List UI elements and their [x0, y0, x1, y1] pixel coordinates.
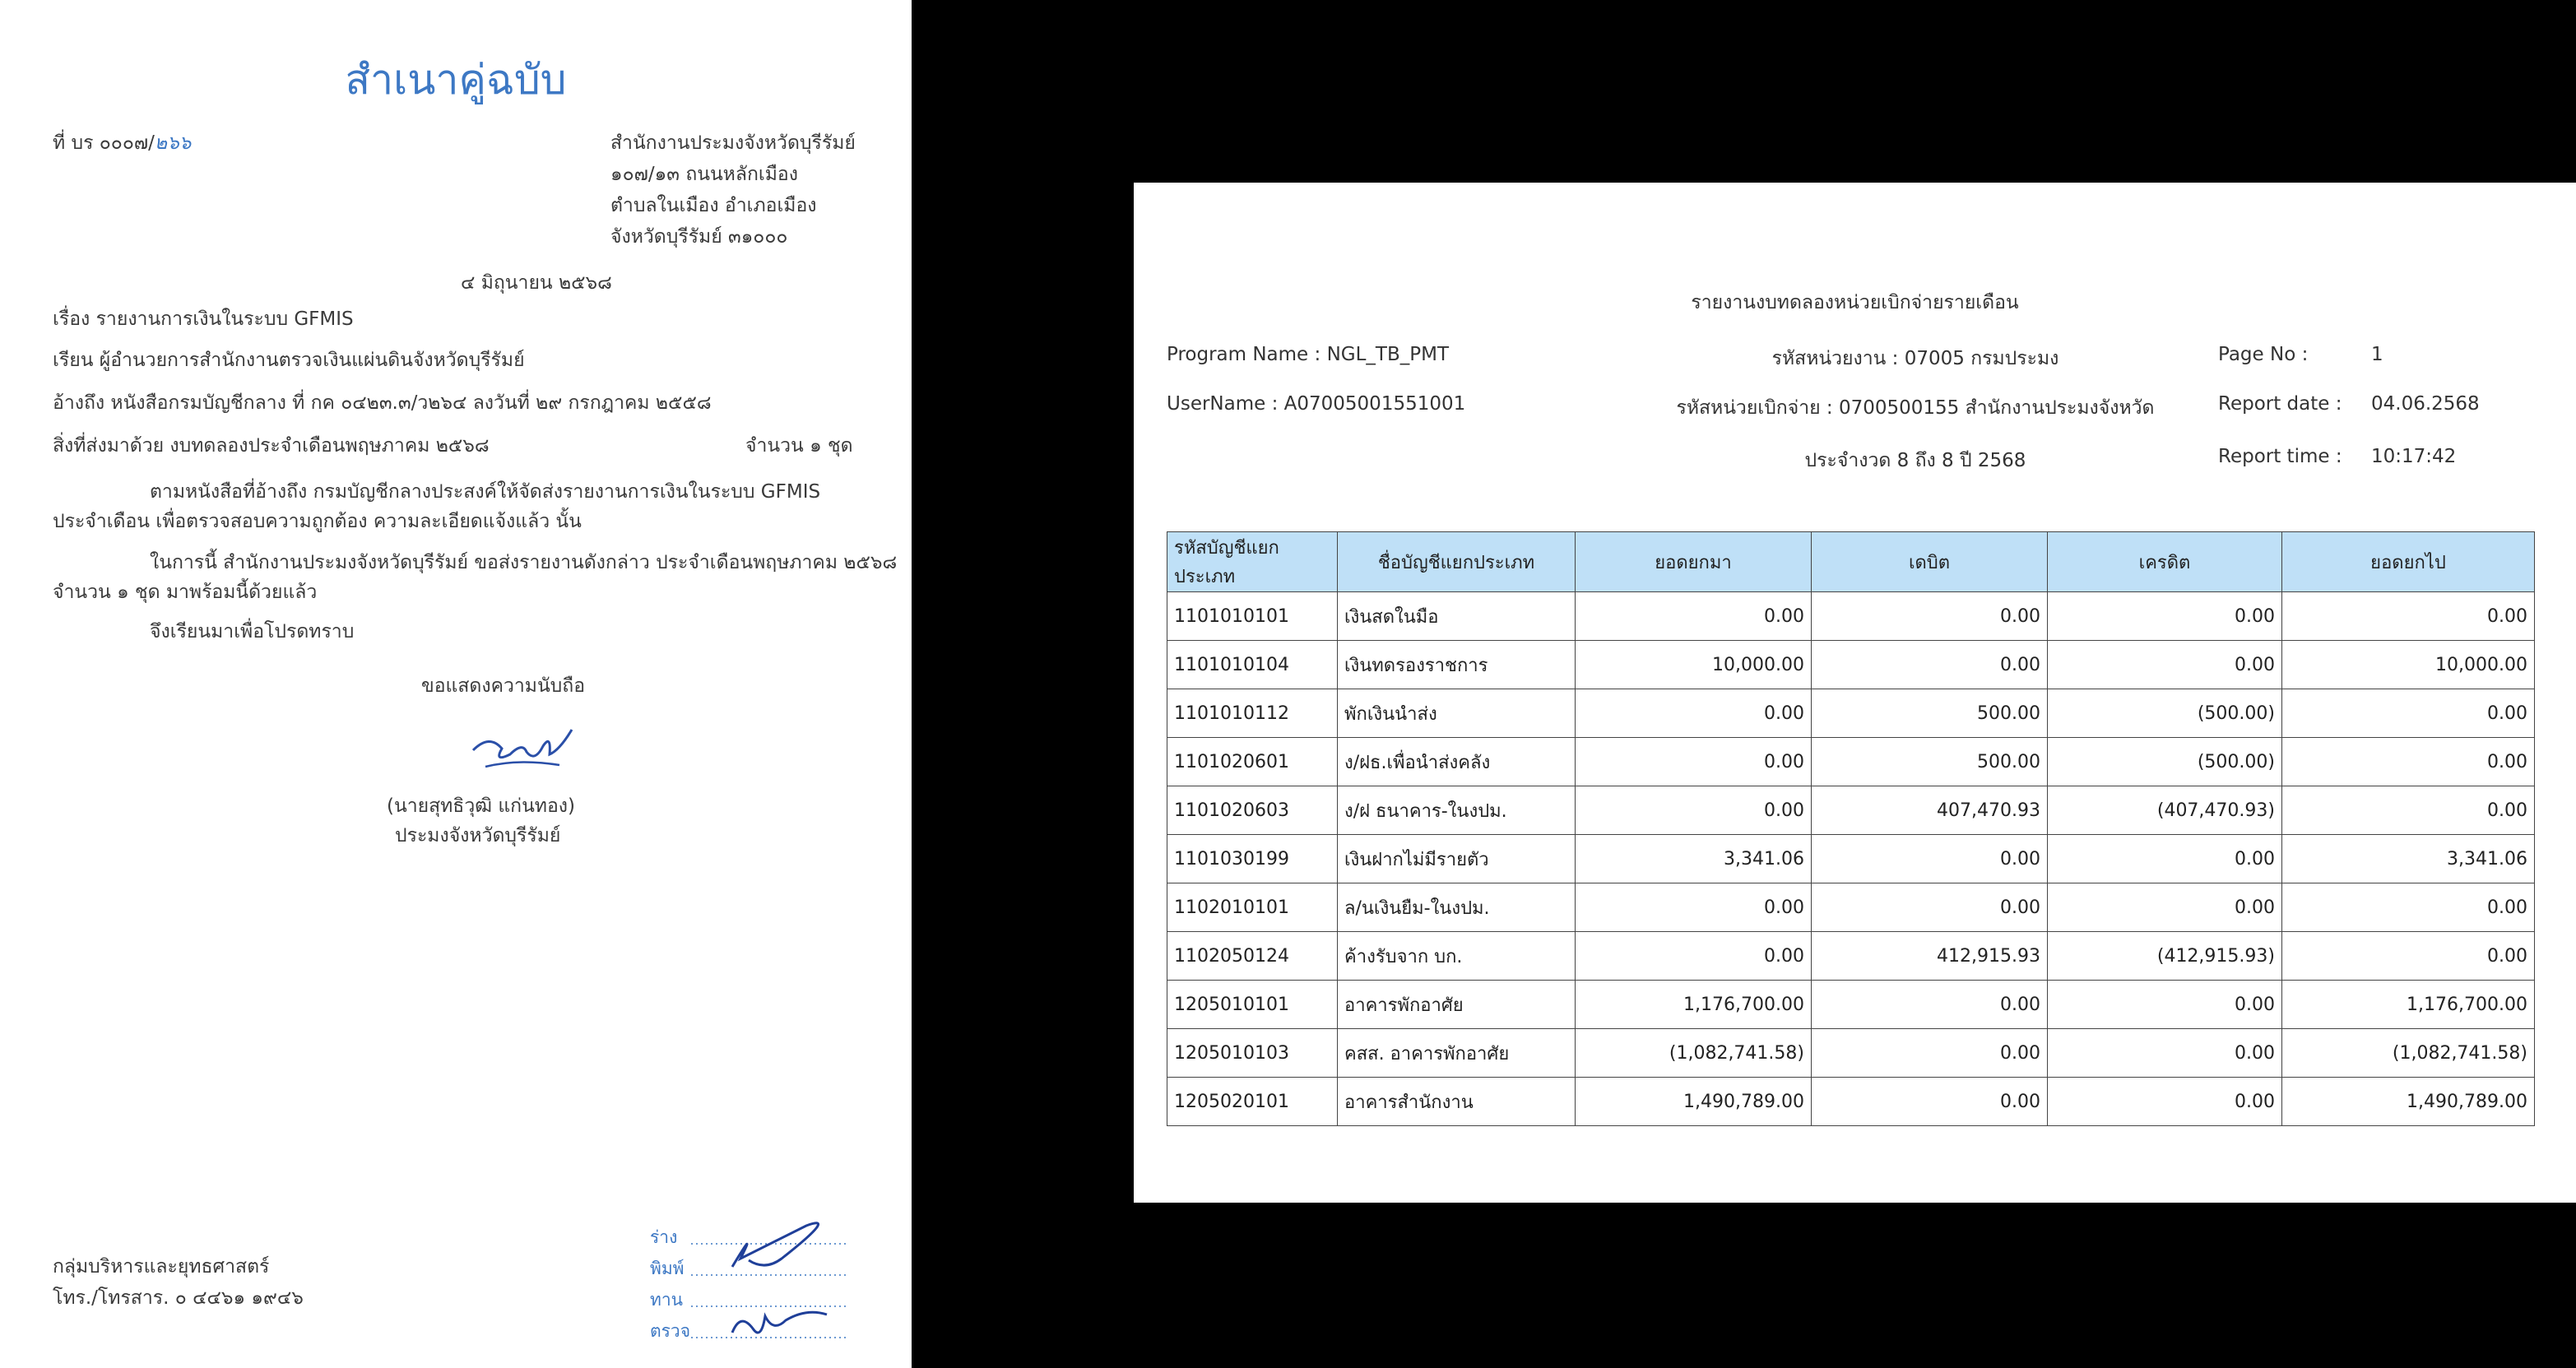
- account-name: เงินทดรองราชการ: [1338, 641, 1576, 689]
- account-code: 1101020603: [1167, 786, 1338, 835]
- address-line: สำนักงานประมงจังหวัดบุรีรัมย์: [610, 132, 856, 154]
- account-name: ง/ฝ ธนาคาร-ในงปม.: [1338, 786, 1576, 835]
- letter-subject: เรื่อง รายงานการเงินในระบบ GFMIS: [53, 308, 354, 330]
- debit: 0.00: [1812, 641, 2048, 689]
- column-header-carried-forward: ยอดยกไป: [2282, 532, 2535, 592]
- brought-forward: 10,000.00: [1576, 641, 1812, 689]
- account-code: 1102010101: [1167, 883, 1338, 932]
- brought-forward: 1,176,700.00: [1576, 981, 1812, 1029]
- paragraph-1-line-2: ประจำเดือน เพื่อตรวจสอบความถูกต้อง ความละเอียดแจ้งแล้ว นั้น: [53, 511, 582, 532]
- table-row: [1167, 1078, 2535, 1126]
- account-code: 1102050124: [1167, 932, 1338, 981]
- table-row: [1167, 981, 2535, 1029]
- report-time-value: 10:17:42: [2371, 446, 2457, 467]
- report-time-label: Report time :: [2218, 446, 2342, 467]
- closing-line: จึงเรียนมาเพื่อโปรดทราบ: [150, 621, 355, 642]
- initial-checked: ตรวจ: [650, 1321, 691, 1341]
- user-name: UserName : A07005001551001: [1167, 393, 1466, 415]
- table-row: [1167, 641, 2535, 689]
- paragraph-2-line-2: จำนวน ๑ ชุด มาพร้อมนี้ด้วยแล้ว: [53, 582, 318, 603]
- credit: 0.00: [2048, 641, 2282, 689]
- debit: 0.00: [1812, 1029, 2048, 1078]
- account-name: เงินฝากไม่มีรายตัว: [1338, 835, 1576, 883]
- report-date-value: 04.06.2568: [2371, 393, 2480, 415]
- brought-forward: 0.00: [1576, 738, 1812, 786]
- brought-forward: 0.00: [1576, 883, 1812, 932]
- initials-dotted-lines: [683, 1209, 856, 1349]
- signer-position: ประมงจังหวัดบุรีรัมย์: [395, 825, 561, 846]
- initial-reviewed: ทาน: [650, 1290, 683, 1310]
- brought-forward: 0.00: [1576, 592, 1812, 641]
- debit: 412,915.93: [1812, 932, 2048, 981]
- letter-title: สำเนาคู่ฉบับ: [345, 56, 567, 104]
- paragraph-2-line-1: ในการนี้ สำนักงานประมงจังหวัดบุรีรัมย์ ขอส่งรายงานดังกล่าว ประจำเดือนพฤษภาคม ๒๕๖๘: [150, 552, 898, 573]
- debit: 0.00: [1812, 883, 2048, 932]
- debit: 0.00: [1812, 981, 2048, 1029]
- carried-forward: 1,176,700.00: [2282, 981, 2535, 1029]
- carried-forward: 1,490,789.00: [2282, 1078, 2535, 1126]
- table-row: [1167, 592, 2535, 641]
- document-number: [53, 128, 191, 158]
- brought-forward: 0.00: [1576, 786, 1812, 835]
- document-number-prefix: ที่ บร ๐๐๐๗/: [53, 132, 155, 154]
- carried-forward: 0.00: [2282, 738, 2535, 786]
- disbursing-unit: รหัสหน่วยเบิกจ่าย : 0700500155 สำนักงานประมงจังหวัด: [1676, 397, 2155, 419]
- page-no-value: 1: [2371, 344, 2383, 365]
- credit: 0.00: [2048, 1078, 2282, 1126]
- credit: (407,470.93): [2048, 786, 2282, 835]
- account-code: 1205010103: [1167, 1029, 1338, 1078]
- paragraph-1-line-1: ตามหนังสือที่อ้างถึง กรมบัญชีกลางประสงค์ให้จัดส่งรายงานการเงินในระบบ GFMIS: [150, 481, 821, 503]
- table-row: [1167, 786, 2535, 835]
- agency-code: รหัสหน่วยงาน : 07005 กรมประมง: [1771, 348, 2059, 369]
- page-no-label: Page No :: [2218, 344, 2309, 365]
- footer-department: กลุ่มบริหารและยุทธศาสตร์: [53, 1256, 270, 1278]
- table-row: [1167, 883, 2535, 932]
- letter-recipient: เรียน ผู้อำนวยการสำนักงานตรวจเงินแผ่นดินจังหวัดบุรีรัมย์: [53, 350, 525, 371]
- regards: ขอแสดงความนับถือ: [421, 675, 586, 697]
- report-period: ประจำงวด 8 ถึง 8 ปี 2568: [1804, 450, 2026, 471]
- table-row: [1167, 689, 2535, 738]
- letter-enclosure: สิ่งที่ส่งมาด้วย งบทดลองประจำเดือนพฤษภาคม ๒๕๖๘: [53, 435, 490, 457]
- credit: 0.00: [2048, 981, 2282, 1029]
- debit: 500.00: [1812, 689, 2048, 738]
- column-header-brought-forward: ยอดยกมา: [1576, 532, 1812, 592]
- debit: 0.00: [1812, 592, 2048, 641]
- report-date-label: Report date :: [2218, 393, 2342, 415]
- address-line: ๑๐๗/๑๓ ถนนหลักเมือง: [610, 164, 798, 185]
- credit: 0.00: [2048, 1029, 2282, 1078]
- debit: 0.00: [1812, 1078, 2048, 1126]
- credit: 0.00: [2048, 592, 2282, 641]
- carried-forward: 0.00: [2282, 883, 2535, 932]
- address-line: จังหวัดบุรีรัมย์ ๓๑๐๐๐: [610, 226, 788, 248]
- carried-forward: 0.00: [2282, 786, 2535, 835]
- carried-forward: 0.00: [2282, 932, 2535, 981]
- carried-forward: (1,082,741.58): [2282, 1029, 2535, 1078]
- credit: (412,915.93): [2048, 932, 2282, 981]
- account-name: พักเงินนำส่ง: [1338, 689, 1576, 738]
- account-name: เงินสดในมือ: [1338, 592, 1576, 641]
- account-code: 1101010104: [1167, 641, 1338, 689]
- account-code: 1205010101: [1167, 981, 1338, 1029]
- brought-forward: 1,490,789.00: [1576, 1078, 1812, 1126]
- account-name: คสส. อาคารพักอาศัย: [1338, 1029, 1576, 1078]
- brought-forward: 3,341.06: [1576, 835, 1812, 883]
- column-header-code: รหัสบัญชีแยกประเภท: [1167, 532, 1338, 592]
- debit: 407,470.93: [1812, 786, 2048, 835]
- footer-phone: โทร./โทรสาร. ๐ ๔๔๖๑ ๑๙๔๖: [53, 1287, 304, 1309]
- table-header-row: [1167, 532, 2535, 592]
- account-code: 1101010101: [1167, 592, 1338, 641]
- carried-forward: 10,000.00: [2282, 641, 2535, 689]
- column-header-debit: เดบิต: [1812, 532, 2048, 592]
- account-name: อาคารสำนักงาน: [1338, 1078, 1576, 1126]
- table-row: [1167, 835, 2535, 883]
- signer-name: (นายสุทธิวุฒิ แก่นทอง): [387, 795, 575, 817]
- brought-forward: (1,082,741.58): [1576, 1029, 1812, 1078]
- document-number-handwritten: ๒๖๖: [154, 132, 192, 154]
- carried-forward: 0.00: [2282, 689, 2535, 738]
- credit: 0.00: [2048, 883, 2282, 932]
- address-line: ตำบลในเมือง อำเภอเมือง: [610, 195, 817, 216]
- debit: 500.00: [1812, 738, 2048, 786]
- credit: 0.00: [2048, 835, 2282, 883]
- carried-forward: 3,341.06: [2282, 835, 2535, 883]
- account-code: 1101020601: [1167, 738, 1338, 786]
- report-title: รายงานงบทดลองหน่วยเบิกจ่ายรายเดือน: [1691, 292, 2019, 313]
- initial-typed: พิมพ์: [650, 1259, 685, 1278]
- initial-draft: ร่าง: [650, 1227, 678, 1247]
- enclosure-count: จำนวน ๑ ชุด: [745, 435, 853, 457]
- brought-forward: 0.00: [1576, 932, 1812, 981]
- table-row: [1167, 738, 2535, 786]
- trial-balance-table: [1167, 531, 2535, 1126]
- account-name: ล/นเงินยืม-ในงปม.: [1338, 883, 1576, 932]
- table-row: [1167, 1029, 2535, 1078]
- credit: (500.00): [2048, 689, 2282, 738]
- column-header-name: ชื่อบัญชีแยกประเภท: [1338, 532, 1576, 592]
- credit: (500.00): [2048, 738, 2282, 786]
- trial-balance-report: [1134, 183, 2576, 1203]
- program-name: Program Name : NGL_TB_PMT: [1167, 344, 1450, 365]
- table-row: [1167, 932, 2535, 981]
- column-header-credit: เครดิต: [2048, 532, 2282, 592]
- letter-reference: อ้างถึง หนังสือกรมบัญชีกลาง ที่ กค ๐๔๒๓.๓/ว๒๖๔ ลงวันที่ ๒๙ กรกฎาคม ๒๕๕๘: [53, 392, 712, 414]
- account-name: ง/ฝธ.เพื่อนำส่งคลัง: [1338, 738, 1576, 786]
- brought-forward: 0.00: [1576, 689, 1812, 738]
- letter-date: ๔ มิถุนายน ๒๕๖๘: [461, 272, 612, 294]
- account-code: 1101030199: [1167, 835, 1338, 883]
- account-code: 1101010112: [1167, 689, 1338, 738]
- debit: 0.00: [1812, 835, 2048, 883]
- account-name: ค้างรับจาก บก.: [1338, 932, 1576, 981]
- signature-graphic: [469, 717, 576, 783]
- letter-document: [0, 0, 912, 1368]
- account-name: อาคารพักอาศัย: [1338, 981, 1576, 1029]
- carried-forward: 0.00: [2282, 592, 2535, 641]
- account-code: 1205020101: [1167, 1078, 1338, 1126]
